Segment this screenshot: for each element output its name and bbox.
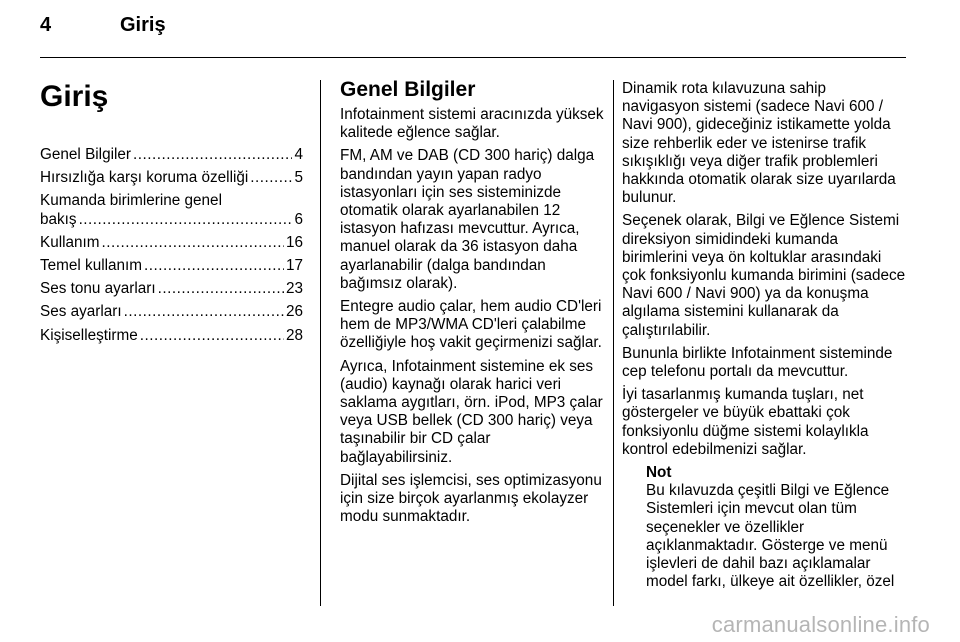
toc-entry[interactable] <box>40 257 303 275</box>
note-box <box>646 464 906 591</box>
paragraph: FM, AM ve DAB (CD 300 hariç) dalga bandından yayın yapan radyo istasyonları için ses sisteminizde otomatik olarak ayarlanabilen 12 istasyon hafızası mevcuttur. Ayrıca, manuel olarak da 36 istasyon daha ayarlanabilir (dalga bandından bağımsız olarak). <box>340 147 595 292</box>
toc-leader <box>140 327 284 345</box>
toc-label: Kişiselleştirme <box>40 326 138 344</box>
toc-label: Genel Bilgiler <box>40 146 131 163</box>
toc-leader <box>102 234 284 252</box>
chapter-title: Giriş <box>40 80 109 113</box>
header-divider <box>40 57 906 58</box>
toc-entry[interactable] <box>40 146 303 164</box>
paragraph: Dinamik rota kılavuzuna sahip navigasyon sistemi (sadece Navi 600 / Navi 900), gideceğiniz istikamette yolda size rehberlik eder ve istenirse trafik sıkışıklığı veya diğer trafik problemleri hakkında otomatik olarak size uyarılarda bulunur. <box>622 80 896 207</box>
toc-leader <box>144 257 284 275</box>
paragraph: Bununla birlikte Infotainment sisteminde cep telefonu portalı da mevcuttur. <box>622 344 893 381</box>
toc-entry[interactable] <box>40 234 303 252</box>
toc-page: 23 <box>285 280 303 298</box>
toc-page: 28 <box>285 326 303 344</box>
note-text: Bu kılavuzda çeşitli Bilgi ve Eğlence Sistemleri için mevcut olan tüm seçenekler ve özellikler açıklanmaktadır. Gösterge ve menü işlevleri de dahil bazı açıklamalar model farkı, ülkeye ait özellikler, özel <box>646 482 895 591</box>
column-divider <box>613 80 614 606</box>
table-of-contents <box>40 146 303 345</box>
toc-page: 4 <box>294 146 303 163</box>
toc-entry[interactable] <box>40 303 303 321</box>
note-title: Not <box>646 464 672 482</box>
toc-entry[interactable] <box>40 327 303 345</box>
toc-label: Kullanım <box>40 233 100 251</box>
running-title: Giriş <box>120 14 166 36</box>
toc-leader <box>79 211 293 229</box>
toc-leader <box>133 146 293 164</box>
column-divider <box>320 80 321 606</box>
paragraph: Entegre audio çalar, hem audio CD'leri hem de MP3/WMA CD'leri çalabilme özelliğiyle hoş vakit geçirmenizi sağlar. <box>340 298 602 352</box>
toc-label: Temel kullanım <box>40 257 143 275</box>
toc-page: 26 <box>285 303 303 321</box>
body-column-3 <box>622 80 906 591</box>
toc-leader <box>158 280 284 298</box>
toc-label: bakış <box>40 210 77 228</box>
toc-leader <box>250 169 292 187</box>
body-column-2 <box>340 80 606 531</box>
toc-leader <box>124 303 284 321</box>
section-title: Genel Bilgiler <box>340 78 476 101</box>
toc-entry[interactable] <box>40 169 303 187</box>
toc-page: 17 <box>285 257 303 275</box>
toc-label: Hırsızlığa karşı koruma özelliği <box>40 169 249 187</box>
page-number: 4 <box>40 14 52 36</box>
paragraph: İyi tasarlanmış kumanda tuşları, net göstergeler ve büyük ebattaki çok fonksiyonlu düğme sistemi kolaylıkla kontrol edebilmenizi sağlar. <box>622 386 869 458</box>
paragraph: Seçenek olarak, Bilgi ve Eğlence Sistemi direksiyon simidindeki kumanda birimlerini veya ön koltuklar arasındaki çok fonksiyonlu kumanda birimini (sadece Navi 600 / Navi 900) ya da konuşma algılama sistemini kullanarak da çalıştırılabilir. <box>622 212 906 339</box>
toc-entry[interactable] <box>40 192 303 228</box>
toc-page: 6 <box>294 210 303 228</box>
toc-label: Kumanda birimlerine genel <box>40 192 222 210</box>
watermark: carmanualsonline.info <box>711 612 930 637</box>
toc-page: 16 <box>285 233 303 251</box>
toc-entry[interactable] <box>40 280 303 298</box>
toc-column <box>40 80 303 350</box>
toc-label: Ses ayarları <box>40 303 122 321</box>
paragraph: Ayrıca, Infotainment sistemine ek ses (audio) kaynağı olarak harici veri saklama aygıtları, örn. iPod, MP3 çalar veya USB bellek (CD 300 hariç) veya taşınabilir bir CD çalar bağlayabilirsiniz. <box>340 357 603 466</box>
toc-label: Ses tonu ayarları <box>40 280 156 298</box>
paragraph: Dijital ses işlemcisi, ses optimizasyonu için size birçok ayarlanmış ekolayzer modu sunmaktadır. <box>340 471 602 526</box>
paragraph: Infotainment sistemi aracınızda yüksek kalitede eğlence sağlar. <box>340 106 604 142</box>
toc-page: 5 <box>294 169 303 187</box>
